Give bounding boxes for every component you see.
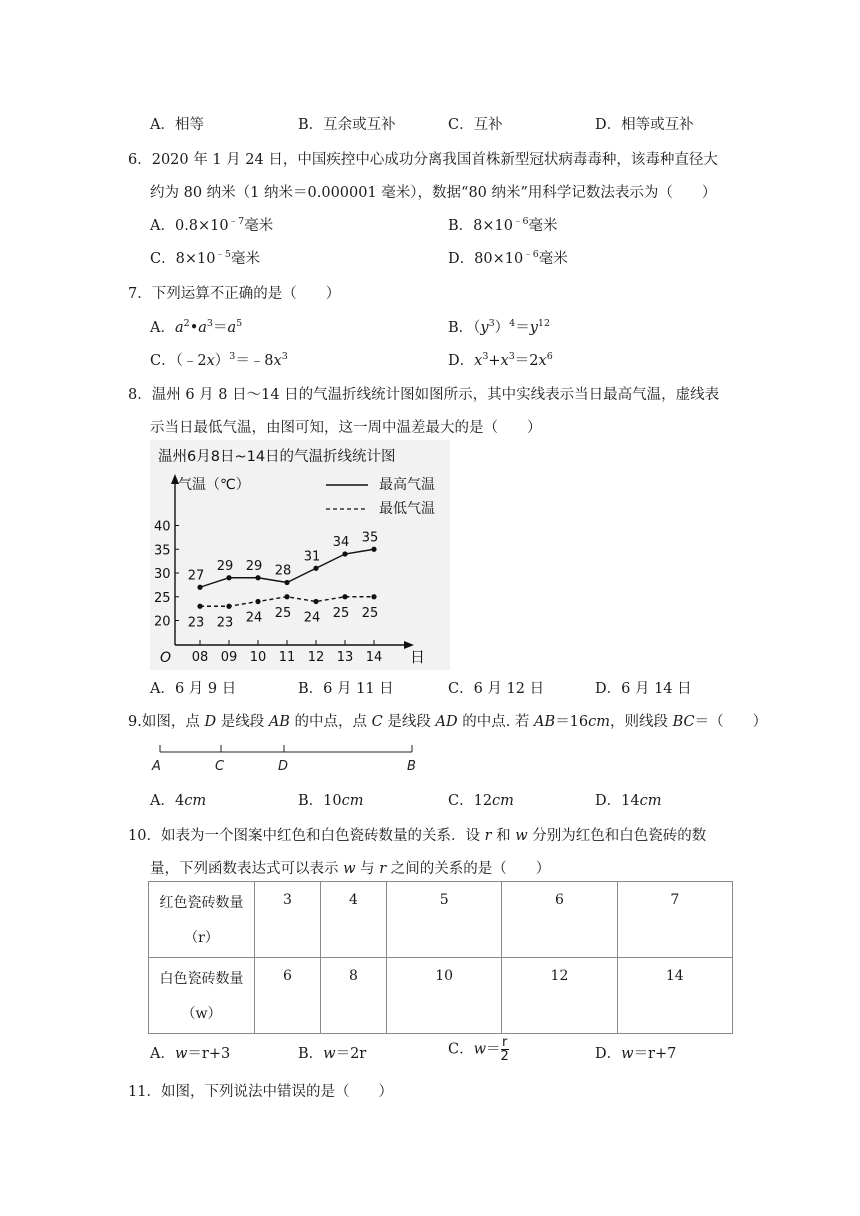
temperature-line-chart — [150, 440, 450, 670]
q8-stem-line2: 示当日最低气温，由图可知，这一周中温差最大的是（ ） — [150, 420, 542, 436]
q7-option-d: D．$x^3+x^3=2x^6$ — [448, 351, 553, 369]
table-row — [149, 958, 733, 1034]
data-point — [226, 575, 231, 580]
q5-option-b: B．互余或互补 — [298, 117, 396, 133]
data-label: 35 — [361, 530, 379, 546]
x-tick-label: 14 — [365, 650, 383, 665]
cell-red: 6 — [502, 882, 617, 958]
q10-option-c: C．w＝ $\frac{r}{2}$ — [448, 1035, 509, 1064]
q7-option-c: C．$(﹣2x)^3=﹣8x^3$ — [150, 351, 288, 369]
q10-option-d: D．w＝r+7 — [595, 1046, 677, 1062]
data-point — [226, 604, 231, 609]
y-tick-label: 30 — [154, 567, 171, 582]
q9-stem: 9.如图，点 D 是线段 AB 的中点，点 C 是线段 AD 的中点. 若 AB＝16cm，则线段 BC＝（ ） — [128, 714, 768, 730]
data-label: 29 — [216, 558, 234, 574]
data-label: 24 — [303, 610, 321, 626]
q11-stem: 11．如图，下列说法中错误的是（ ） — [128, 1084, 393, 1100]
cell-red: 4 — [321, 882, 387, 958]
q6-stem-line1: 6．2020 年 1 月 24 日，中国疾控中心成功分离我国首株新型冠状病毒毒种，该毒种直径大 — [128, 152, 718, 168]
origin-label: O — [160, 650, 172, 666]
x-tick-label: 13 — [336, 650, 354, 665]
x-tick-label: 12 — [307, 650, 325, 665]
x-tick-label: 10 — [249, 650, 267, 665]
chart-title: 温州6月8日~14日的气温折线统计图 — [158, 449, 396, 465]
q9-option-c: C．12cm — [448, 793, 514, 809]
q6-option-d: D．$80\times 10^{﹣6}$毫米 — [448, 249, 568, 267]
q8-stem-line1: 8．温州 6 月 8 日～14 日的气温折线统计图如图所示，其中实线表示当日最高气温，虚线表 — [128, 387, 720, 403]
data-point — [342, 551, 347, 556]
q7-stem: 7．下列运算不正确的是（ ） — [128, 286, 341, 302]
x-tick-label: 09 — [220, 650, 238, 665]
label-b: B — [407, 759, 416, 774]
tile-count-table — [148, 881, 733, 1034]
x-axis-label: 日 — [410, 648, 426, 666]
data-point — [255, 575, 260, 580]
cell-red: 5 — [387, 882, 502, 958]
y-tick-label: 20 — [154, 614, 171, 630]
cell-white: 8 — [321, 958, 387, 1034]
cell-white: 6 — [255, 958, 321, 1034]
data-label: 28 — [274, 563, 292, 579]
table-row — [149, 882, 733, 958]
row-label-red: 红色瓷砖数量 （r） — [149, 882, 255, 958]
fraction-r-over-2: $\frac{r}{2}$ — [500, 1035, 509, 1064]
q10-stem-line1: 10．如表为一个图案中红色和白色瓷砖数量的关系．设 r 和 w 分别为红色和白色瓷砖的数 — [128, 828, 707, 844]
data-point — [197, 604, 202, 609]
legend-min: 最低气温 — [379, 501, 435, 517]
cell-white: 14 — [617, 958, 732, 1034]
label-c: C — [215, 759, 225, 774]
q8-option-c: C．6 月 12 日 — [448, 681, 545, 697]
cell-red: 7 — [617, 882, 732, 958]
data-point — [342, 594, 347, 599]
data-label: 31 — [303, 549, 321, 565]
q10-stem-line2: 量，下列函数表达式可以表示 w 与 r 之间的关系的是（ ） — [150, 861, 551, 877]
label-a: A — [152, 759, 161, 774]
data-point — [284, 594, 289, 599]
q5-option-d: D．相等或互补 — [595, 117, 694, 133]
x-tick-label: 11 — [278, 650, 296, 665]
data-label: 24 — [245, 610, 263, 626]
q8-option-d: D．6 月 14 日 — [595, 681, 692, 697]
data-label: 23 — [187, 615, 205, 631]
data-label: 25 — [274, 605, 292, 621]
data-point — [313, 599, 318, 604]
cell-red: 3 — [255, 882, 321, 958]
data-label: 34 — [332, 535, 350, 550]
y-tick-label: 35 — [154, 543, 171, 559]
data-label: 25 — [361, 605, 379, 621]
data-point — [371, 547, 376, 552]
label-d: D — [278, 759, 289, 774]
data-label: 23 — [216, 615, 234, 631]
data-label: 29 — [245, 558, 263, 574]
q10-option-b: B．w＝2r — [298, 1046, 367, 1062]
data-point — [313, 566, 318, 571]
q5-option-c: C．互补 — [448, 117, 503, 133]
chart-ylabel: 气温（℃） — [178, 477, 250, 493]
q5-option-a: A．相等 — [150, 117, 204, 133]
q8-option-b: B．6 月 11 日 — [298, 681, 394, 697]
y-tick-label: 40 — [154, 519, 171, 535]
q9-option-b: B．10cm — [298, 793, 364, 809]
data-point — [255, 599, 260, 604]
q7-option-a: A．$a^2•a^3=a^5$ — [150, 318, 243, 336]
row-label-white: 白色瓷砖数量 （w） — [149, 958, 255, 1034]
data-point — [371, 594, 376, 599]
legend-max: 最高气温 — [379, 477, 435, 493]
data-label: 25 — [332, 605, 350, 621]
q6-option-a: A．$0.8\times 10^{﹣7}$毫米 — [150, 216, 274, 234]
x-tick-label: 08 — [191, 650, 209, 665]
q7-option-b: B．$(y^3)^4=y^{12}$ — [448, 318, 550, 336]
y-tick-label: 25 — [154, 590, 171, 606]
q10-option-a: A．w＝r+3 — [150, 1046, 231, 1062]
data-label: 27 — [187, 568, 205, 584]
data-point — [197, 585, 202, 590]
q9-option-a: A．4cm — [150, 793, 207, 809]
q9-option-d: D．14cm — [595, 793, 662, 809]
q6-option-b: B．$8\times 10^{﹣6}$毫米 — [448, 216, 558, 234]
data-point — [284, 580, 289, 585]
cell-white: 12 — [502, 958, 617, 1034]
q6-stem-line2: 约为 80 纳米（1 纳米＝0.000001 毫米），数据“80 纳米”用科学记数法表示为（ ） — [150, 185, 717, 201]
cell-white: 10 — [387, 958, 502, 1034]
q6-option-c: C．$8\times 10^{﹣5}$毫米 — [150, 249, 260, 267]
q8-option-a: A．6 月 9 日 — [150, 681, 237, 697]
segment-diagram — [148, 740, 428, 776]
